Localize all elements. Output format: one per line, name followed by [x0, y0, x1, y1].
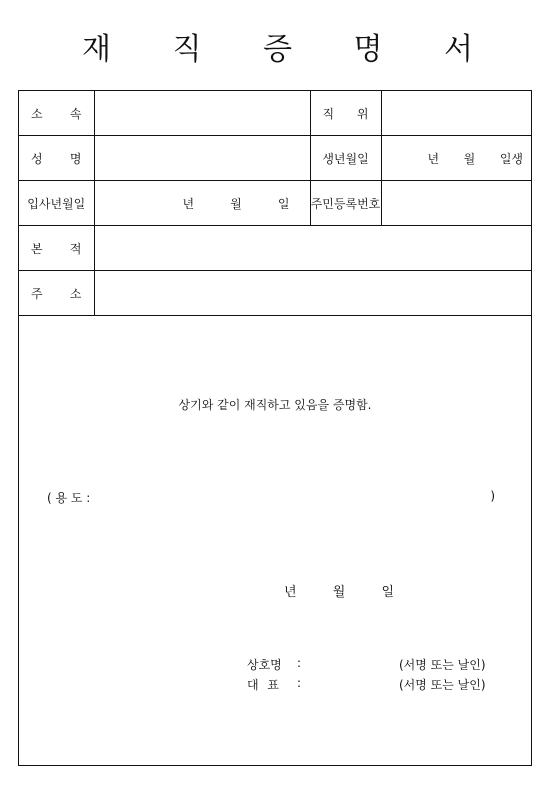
position-label: 직 위 — [310, 91, 381, 136]
domicile-field[interactable] — [94, 226, 531, 271]
row-affiliation-position — [19, 91, 531, 136]
position-field[interactable] — [381, 91, 531, 136]
document-title: 재 직 증 명 서 — [81, 32, 500, 67]
domicile-label: 본 적 — [19, 226, 94, 271]
resident-id-field[interactable] — [381, 181, 531, 226]
hire-date-field[interactable]: 년 월 일 — [94, 181, 310, 226]
certificate-form: 소 속 직 위 성 명 생년월일 년 월 일생 입사년월일 년 월 일 주민등록번호 본 적 주 소 상기와 같이 재직하고 있음을 증명함. ( 용 도 : ) 년 월 일 상호명 : (서명 또는 날인) 대 표 : (서명 또는 날인) — [18, 90, 532, 766]
info-table — [19, 91, 531, 316]
representative-label: 대 표 — [247, 678, 279, 692]
row-hire-date-resident-id — [19, 181, 531, 226]
purpose-open: ( 용 도 : — [47, 491, 91, 505]
row-name-birthdate — [19, 136, 531, 181]
address-label: 주 소 — [19, 271, 94, 316]
issue-date[interactable]: 년 월 일 — [284, 585, 394, 600]
certification-statement: 상기와 같이 재직하고 있음을 증명함. — [178, 398, 372, 412]
row-domicile — [19, 226, 531, 271]
resident-id-label: 주민등록번호 — [310, 181, 381, 226]
affiliation-label: 소 속 — [19, 91, 94, 136]
birthdate-label: 생년월일 — [310, 136, 381, 181]
purpose-close: ) — [490, 489, 495, 503]
company-name-label: 상호명 — [247, 658, 282, 672]
representative-seal-note: (서명 또는 날인) — [399, 678, 486, 692]
address-field[interactable] — [94, 271, 531, 316]
name-label: 성 명 — [19, 136, 94, 181]
company-seal-note: (서명 또는 날인) — [399, 658, 486, 672]
purpose-line[interactable] — [47, 489, 495, 506]
hire-date-label: 입사년월일 — [19, 181, 94, 226]
row-address — [19, 271, 531, 316]
name-field[interactable] — [94, 136, 310, 181]
affiliation-field[interactable] — [94, 91, 310, 136]
birthdate-field[interactable]: 년 월 일생 — [381, 136, 531, 181]
